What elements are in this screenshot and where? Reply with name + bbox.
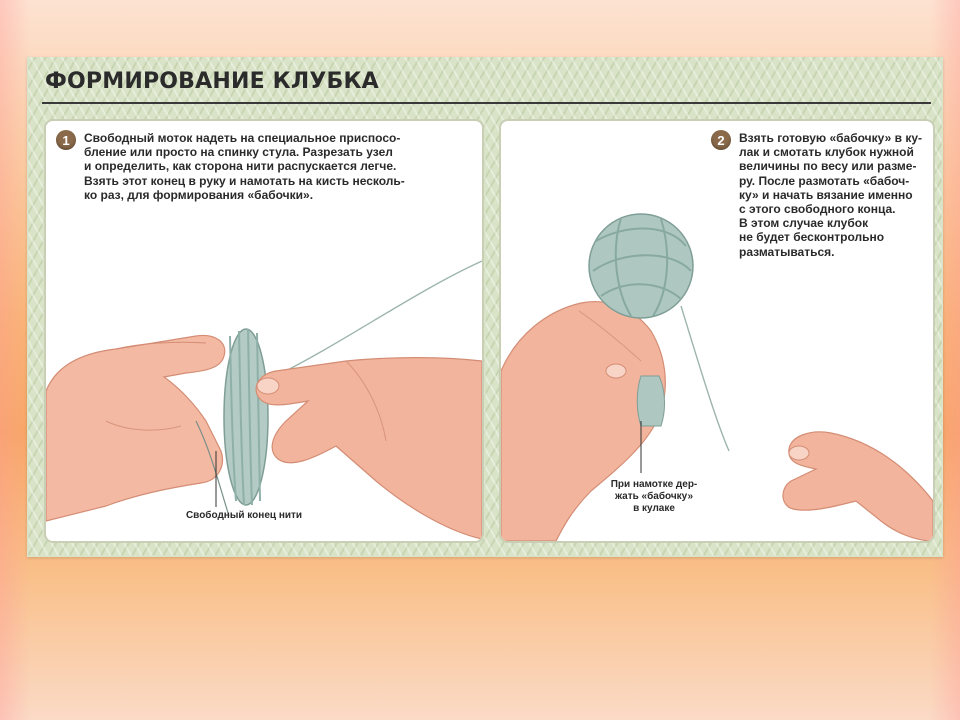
step-2-panel [499,119,935,543]
step-2-badge: 2 [711,130,731,150]
title-divider [42,102,931,104]
step-1-caption: Свободный конец нити [185,510,303,521]
slide-edge-left [0,0,30,720]
step-2-text: Взять готовую «бабочку» в ку- лак и смотать клубок нужной величины по весу или разме- ру. После размотать «бабоч- ку» и начать вязание именно с этого свободного конца. В этом случае клубок не будет бесконтрольно разматываться. [739,131,923,259]
step-2-caption: При намотке дер- жать «бабочку» в кулаке [610,479,698,514]
step-1-badge: 1 [56,130,76,150]
instruction-sheet [27,57,943,557]
caption-1-pointer [46,121,482,541]
step-1-panel [44,119,484,543]
right-hand-thread-illustration [783,432,933,541]
step-1-text: Свободный моток надеть на специальное приспосо- бление или просто на спинку стула. Разрезать узел и определить, как сторона нити распускается легче. Взять этот конец в руку и намотать на кисть несколь- ко раз, для формирования «бабочки». [84,131,405,202]
sheet-title: ФОРМИРОВАНИЕ КЛУБКА [45,69,379,94]
